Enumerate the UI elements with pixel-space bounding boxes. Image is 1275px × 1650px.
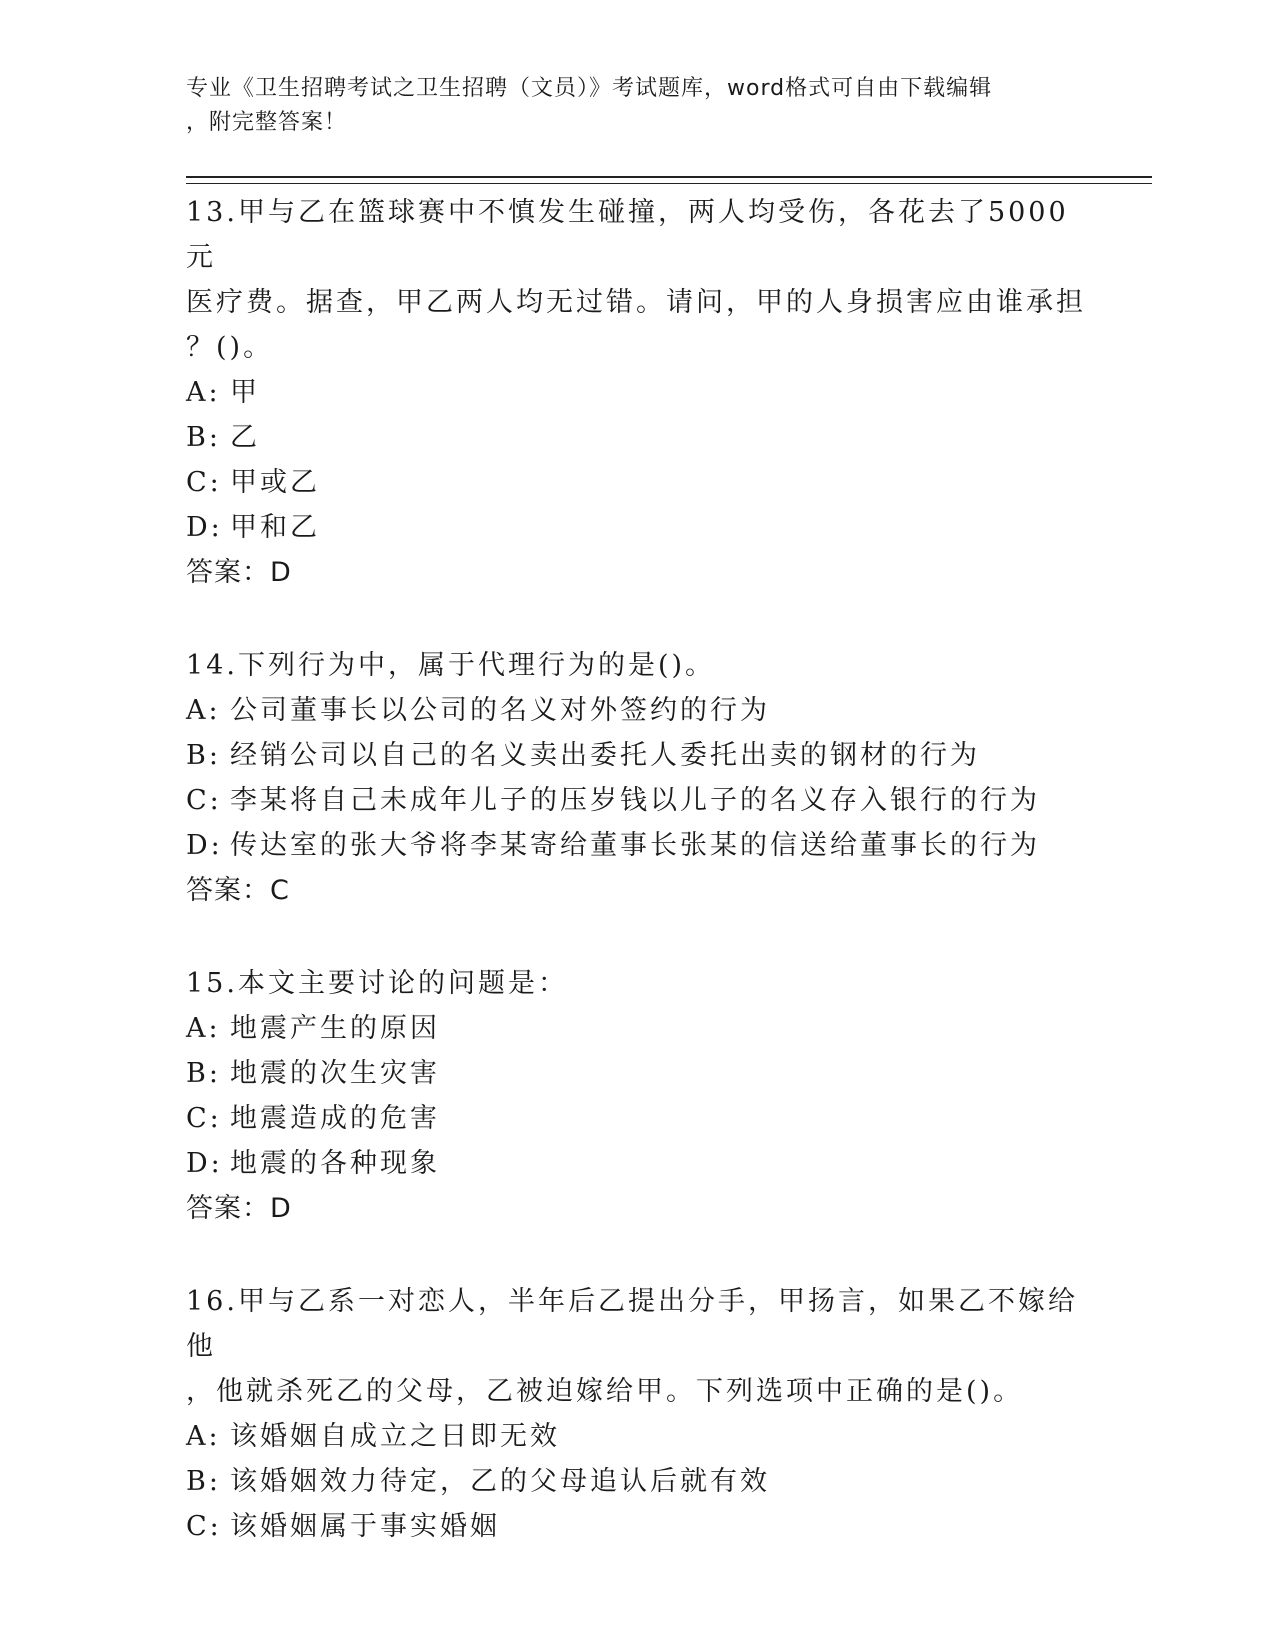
- option-row: [186, 823, 1086, 868]
- option-text: 地震的各种现象: [230, 1148, 440, 1179]
- option-key: B:: [186, 740, 221, 771]
- option-text: 地震产生的原因: [230, 1013, 440, 1044]
- header-line-2: ，附完整答案！: [186, 110, 348, 135]
- option-text: 该婚姻效力待定，乙的父母追认后就有效: [230, 1466, 770, 1497]
- document-header: [186, 72, 1066, 140]
- option-text: 该婚姻属于事实婚姻: [230, 1511, 500, 1542]
- option-row: [186, 733, 1086, 778]
- option-row: [186, 505, 1086, 550]
- option-text: 传达室的张大爷将李某寄给董事长张某的信送给董事长的行为: [230, 830, 1040, 861]
- option-text: 经销公司以自己的名义卖出委托人委托出卖的钢材的行为: [230, 740, 980, 771]
- question-list: [186, 190, 1086, 1549]
- header-divider-thin: [186, 183, 1152, 184]
- question-spacer: [186, 595, 1086, 643]
- option-key: B:: [186, 1466, 221, 1497]
- option-key: B:: [186, 1058, 221, 1089]
- option-text: 地震的次生灾害: [230, 1058, 440, 1089]
- option-key: B:: [186, 422, 221, 453]
- option-row: [186, 460, 1086, 505]
- option-text: 甲: [230, 377, 260, 408]
- question-stem-line: 14.下列行为中，属于代理行为的是()。: [186, 650, 716, 681]
- option-row: [186, 1459, 1086, 1504]
- question-stem-line: ？()。: [186, 332, 274, 363]
- option-key: C:: [186, 785, 222, 816]
- question-stem-line: 15.本文主要讨论的问题是：: [186, 968, 568, 999]
- option-row: [186, 370, 1086, 415]
- question-stem-line: 16.甲与乙系一对恋人，半年后乙提出分手，甲扬言，如果乙不嫁给他: [186, 1286, 1078, 1362]
- option-text: 李某将自己未成年儿子的压岁钱以儿子的名义存入银行的行为: [230, 785, 1040, 816]
- option-row: [186, 688, 1086, 733]
- question-block: [186, 1279, 1086, 1549]
- question-stem-line: ，他就杀死乙的父母，乙被迫嫁给甲。下列选项中正确的是()。: [186, 1376, 1024, 1407]
- option-row: [186, 1414, 1086, 1459]
- answer-line: 答案：C: [186, 875, 290, 906]
- question-stem-line: 13.甲与乙在篮球赛中不慎发生碰撞，两人均受伤，各花去了5000元: [186, 197, 1069, 273]
- option-text: 该婚姻自成立之日即无效: [230, 1421, 560, 1452]
- question-block: [186, 190, 1086, 595]
- option-key: C:: [186, 467, 222, 498]
- option-key: D:: [186, 830, 223, 861]
- option-row: [186, 1006, 1086, 1051]
- option-key: A:: [186, 377, 221, 408]
- option-text: 甲或乙: [230, 467, 320, 498]
- option-key: D:: [186, 512, 223, 543]
- question-spacer: [186, 1231, 1086, 1279]
- answer-line: 答案：D: [186, 557, 292, 588]
- question-block: [186, 961, 1086, 1231]
- option-text: 甲和乙: [230, 512, 320, 543]
- question-stem-line: 医疗费。据查，甲乙两人均无过错。请问，甲的人身损害应由谁承担: [186, 287, 1086, 318]
- option-row: [186, 415, 1086, 460]
- option-row: [186, 1096, 1086, 1141]
- option-key: A:: [186, 1421, 221, 1452]
- option-key: C:: [186, 1511, 222, 1542]
- option-key: D:: [186, 1148, 223, 1179]
- option-text: 公司董事长以公司的名义对外签约的行为: [230, 695, 770, 726]
- option-key: A:: [186, 1013, 221, 1044]
- option-row: [186, 1504, 1086, 1549]
- question-block: [186, 643, 1086, 913]
- answer-line: 答案：D: [186, 1193, 292, 1224]
- question-spacer: [186, 913, 1086, 961]
- option-row: [186, 1051, 1086, 1096]
- option-key: C:: [186, 1103, 222, 1134]
- option-row: [186, 1141, 1086, 1186]
- option-row: [186, 778, 1086, 823]
- header-divider-thick: [186, 176, 1152, 178]
- option-text: 乙: [230, 422, 260, 453]
- option-text: 地震造成的危害: [230, 1103, 440, 1134]
- option-key: A:: [186, 695, 221, 726]
- header-line-1: 专业《卫生招聘考试之卫生招聘（文员）》考试题库，word格式可自由下载编辑: [186, 76, 993, 101]
